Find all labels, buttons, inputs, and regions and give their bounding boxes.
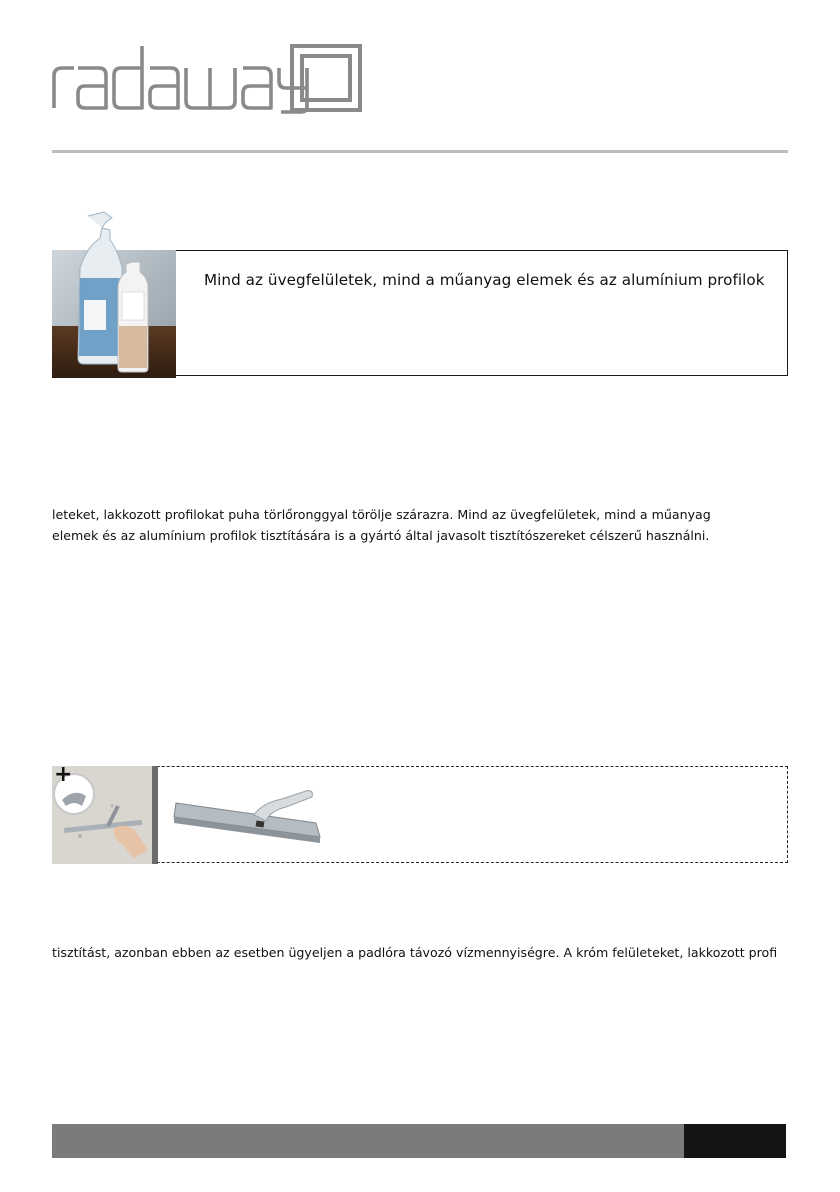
add-badge-icon: + bbox=[54, 762, 73, 787]
paragraph-line: elemek és az alumínium profilok tisztítására is a gyártó által javasolt tisztítószereket célszerű használni. bbox=[52, 528, 710, 543]
paragraph-cleaning-instructions bbox=[52, 504, 790, 546]
radaway-logo bbox=[52, 44, 364, 114]
paragraph-floor-water: tisztítást, azonban ebben az esetben ügyeljen a padlóra távozó vízmennyiségre. A króm felületeket, lakkozott profi bbox=[52, 945, 778, 960]
squeegee-icon bbox=[170, 785, 330, 855]
tool-info-box bbox=[52, 766, 788, 863]
header-rule bbox=[52, 150, 788, 153]
product-box-text: Mind az üvegfelületek, mind a műanyag elemek és az alumínium profilok bbox=[204, 271, 765, 289]
footer-bar bbox=[52, 1124, 684, 1158]
paragraph-line: leteket, lakkozott profilokat puha törlőronggyal törölje szárazra. Mind az üvegfelületek, mind a műanyag bbox=[52, 507, 711, 522]
footer-page-block bbox=[684, 1124, 786, 1158]
spray-bottles-photo bbox=[52, 208, 176, 378]
